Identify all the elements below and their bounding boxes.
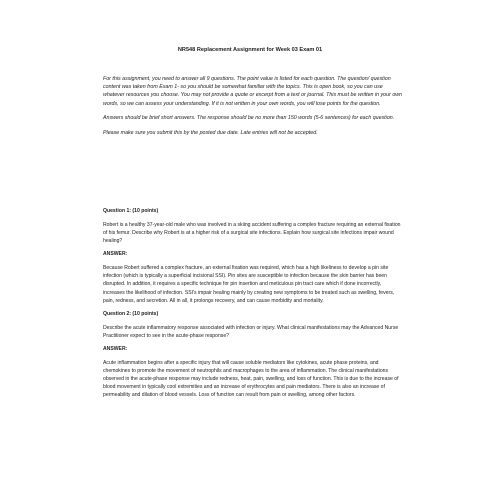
question-heading: Question 1: (10 points) <box>103 208 159 214</box>
question-prompt: Robert is a healthy 37-year-old male who was involved in a skiing accident suffering a complex fracture requiring an external fixation of his femur. Describe why Robert is at a higher risk of a surgical site infections. Explain how surgical site infections impair wound healing? <box>103 222 401 245</box>
answer-label: ANSWER: <box>103 251 128 258</box>
questions-block <box>103 208 403 405</box>
answer-text: Acute inflammation begins after a specific injury that will cause soluble mediators like cytokines, acute phase proteins, and chemokines to promote the movement of neutrophils and macrophages to the area of inflammation. The clinical manifestations observed in the acute-phase response may include redness, heat, pain, swelling, and loss of function. This is due to the increase of blood movement in typically cool extremities and an increase of erythrocytes and pain mediators. There is also an increase of permeability and dilation of blood vessels. Loss of function can result from pain or swelling, among other factors. <box>103 359 399 399</box>
instructions-block <box>103 75 403 144</box>
question-heading: Question 2: (10 points) <box>103 310 159 317</box>
instructions-paragraph: Answers should be brief short answers. The response should be no more than 150 words (5-6 sentences) for each question. <box>103 115 395 122</box>
answer-text: Because Robert suffered a complex fracture, an external fixation was required, which has a high likeliness to develop a pin site infection (which is typically a superficial incisional SSI). Pin sites are susceptible to infection because the skin barrier has been disrupted. In addition, it requires a specific technique for pin insertion and meticulous pin tract care which if done incorrectly, increases the likelihood of infection. SSI's impair healing mainly by creating new symptoms to be treated such as swelling, fevers, pain, redness, and secretion. All in all, it prolongs recovery, and can cause morbidity and mortality. <box>103 265 395 304</box>
instructions-paragraph: Please make sure you submit this by the posted due date. Late entries will not be accepted. <box>103 130 318 137</box>
question-prompt: Describe the acute inflammatory response associated with infection or injury. What clinical manifestations may the Advanced Nurse Practitioner expect to see in the acute-phase response? <box>103 324 399 339</box>
answer-label: ANSWER: <box>103 345 128 352</box>
instructions-paragraph: For this assignment, you need to answer all 9 questions. The point value is listed for each question. The question/ question content was taken from Exam 1- so you should be somewhat familiar with the topics. This is open book, so you can use whatever resources you choose. You may not provide a quote or excerpt from a text or journal. This must be written in your own words, so we can assess your understanding. If it is not written in your own words, you will lose points for the question. <box>103 76 403 107</box>
document-title: NR548 Replacement Assignment for Week 03 Exam 01 <box>177 47 323 53</box>
